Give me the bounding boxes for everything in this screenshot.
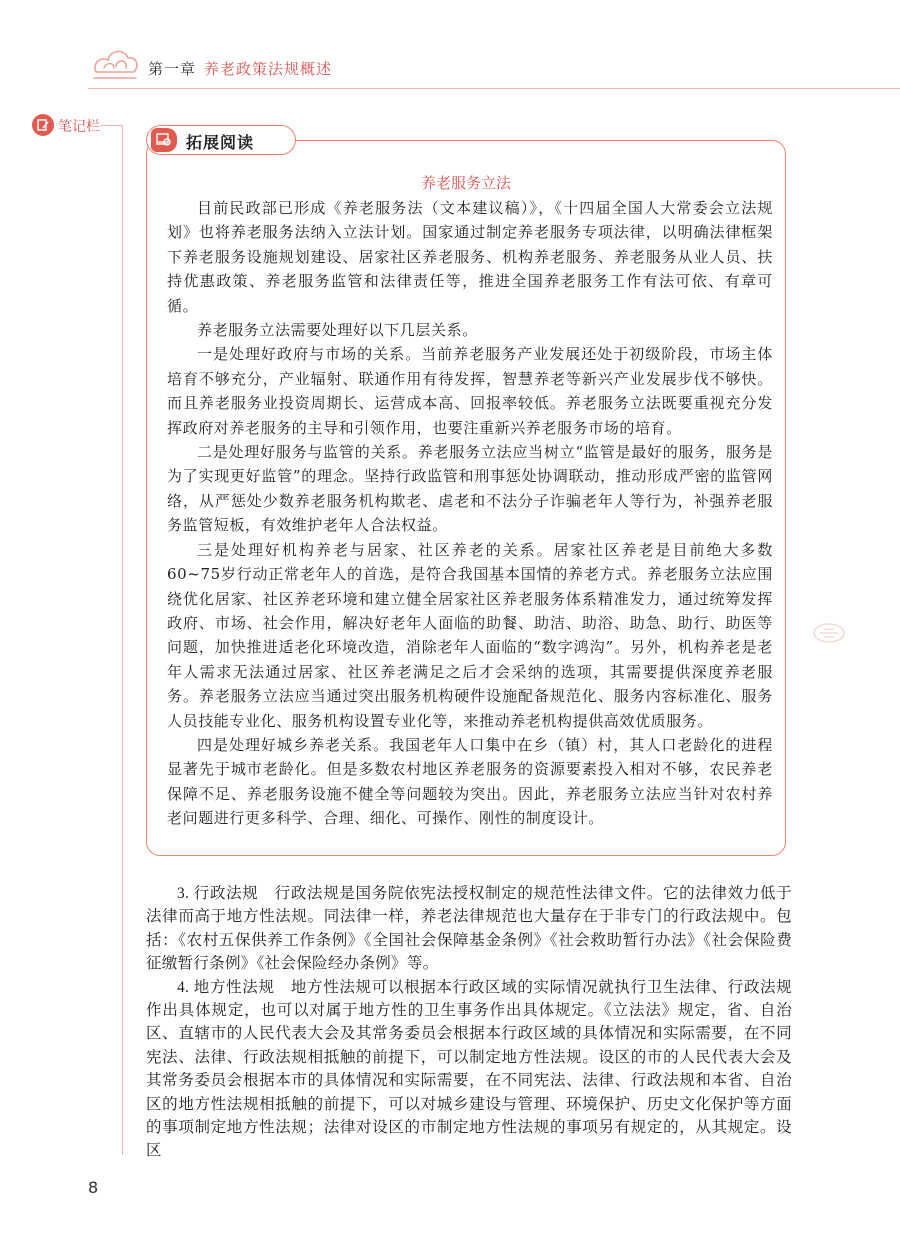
pencil-note-icon xyxy=(32,114,54,136)
cloud-ornament-icon xyxy=(90,42,142,86)
notes-divider xyxy=(100,125,122,126)
ext-paragraph: 二是处理好服务与监管的关系。养老服务立法应当树立“监管是最好的服务，服务是为了实现更好监管”的理念。坚持行政监管和刑事惩处协调联动，推动形成严密的监管网络，从严惩处少数养老服务机构欺老、虐老和不法分子诈骗老年人等行为，补强养老服务监管短板，有效维护老年人合法权益。 xyxy=(167,443,773,535)
chapter-title: 养老政策法规概述 xyxy=(204,60,333,78)
notes-column-line xyxy=(122,125,123,1155)
header-divider xyxy=(88,88,900,89)
ext-paragraph: 三是处理好机构养老与居家、社区养老的关系。居家社区养老是目前绝大多数60~75岁行动正常老年人的首选，是符合我国基本国情的养老方式。养老服务立法应围绕优化居家、社区养老环境和建立健全居家社区养老服务体系精准发力，通过统筹发挥政府、市场、社会作用，解决好老年人面临的助餐、助洁、助浴、助急、助行、助医等问题，加快推进适老化环境改造，消除老年人面临的“数字鸿沟”。另外，机构养老是老年人需求无法通过居家、社区养老满足之后才会采纳的选项，其需要提供深度养老服务。养老服务立法应当通过突出服务机构硬件设施配备规范化、服务内容标准化、服务人员技能专业化、服务机构设置专业化等，来推动养老机构提供高效优质服务。 xyxy=(167,540,773,730)
laptop-search-icon xyxy=(151,128,177,152)
ext-paragraph: 四是处理好城乡养老关系。我国老年人口集中在乡（镇）村，其人口老龄化的进程显著先于城市老龄化。但是多数农村地区养老服务的资源要素投入相对不够，农民养老保障不足、养老服务设施不健全等问题较为突出。因此，养老服务立法应当针对农村养老问题进行更多科学、合理、细化、可操作、刚性的制度设计。 xyxy=(167,735,773,828)
ext-paragraph: 目前民政部已形成《养老服务法（文本建议稿）》，《十四届全国人大常委会立法规划》也将养老服务法纳入立法计划。国家通过制定养老服务专项法律，以明确法律框架下养老服务设施规划建设、居家社区养老服务、机构养老服务、养老服务从业人员、扶持优惠政策、养老服务监管和法律责任等，推进全国养老服务工作有法可依、有章可循。 xyxy=(167,199,773,315)
notes-column-label: 笔记栏 xyxy=(58,119,100,135)
ext-paragraph: 养老服务立法需要处理好以下几层关系。 xyxy=(197,321,478,340)
ext-paragraph: 一是处理好政府与市场的关系。当前养老服务产业发展还处于初级阶段，市场主体培育不够充分，产业辐射、联通作用有待发挥，智慧养老等新兴产业发展步伐不够快。而且养老服务业投资周期长、运营成本高、回报率较低。养老服务立法既要重视充分发挥政府对养老服务的主导和引领作用，也要注重新兴养老服务市场的培育。 xyxy=(167,345,773,437)
extended-reading-title: 养老服务立法 xyxy=(420,174,511,192)
chapter-label: 第一章 xyxy=(148,60,197,78)
extended-reading-label: 拓展阅读 xyxy=(186,133,255,152)
main-body xyxy=(146,882,792,1163)
faint-book-icon xyxy=(812,622,846,644)
body-paragraph: 3. 行政法规 行政法规是国务院依宪法授权制定的规范性法律文件。它的法律效力低于法律而高于地方性法规。同法律一样，养老法律规范也大量存在于非专门的行政法规中。包括：《农村五保供养工作条例》《全国社会保障基金条例》《社会救助暂行办法》《社会保险费征缴暂行条例》《社会保险经办条例》等。 xyxy=(146,885,792,973)
body-paragraph: 4. 地方性法规 地方性法规可以根据本行政区域的实际情况就执行卫生法律、行政法规作出具体规定，也可以对属于地方性的卫生事务作出具体规定。《立法法》规定，省、自治区、直辖市的人民代表大会及其常务委员会根据本行政区域的具体情况和实际需要，在不同宪法、法律、行政法规相抵触的前提下，可以制定地方性法规。设区的市的人民代表大会及其常务委员会根据本市的具体情况和实际需要，在不同宪法、法律、行政法规和本省、自治区的地方性法规相抵触的前提下，可以对城乡建设与管理、环境保护、历史文化保护等方面的事项制定地方性法规；法律对设区的市制定地方性法规的事项另有规定的，从其规定。设区 xyxy=(146,978,792,1160)
page-number: 8 xyxy=(88,1178,99,1197)
extended-reading-body xyxy=(167,196,773,831)
